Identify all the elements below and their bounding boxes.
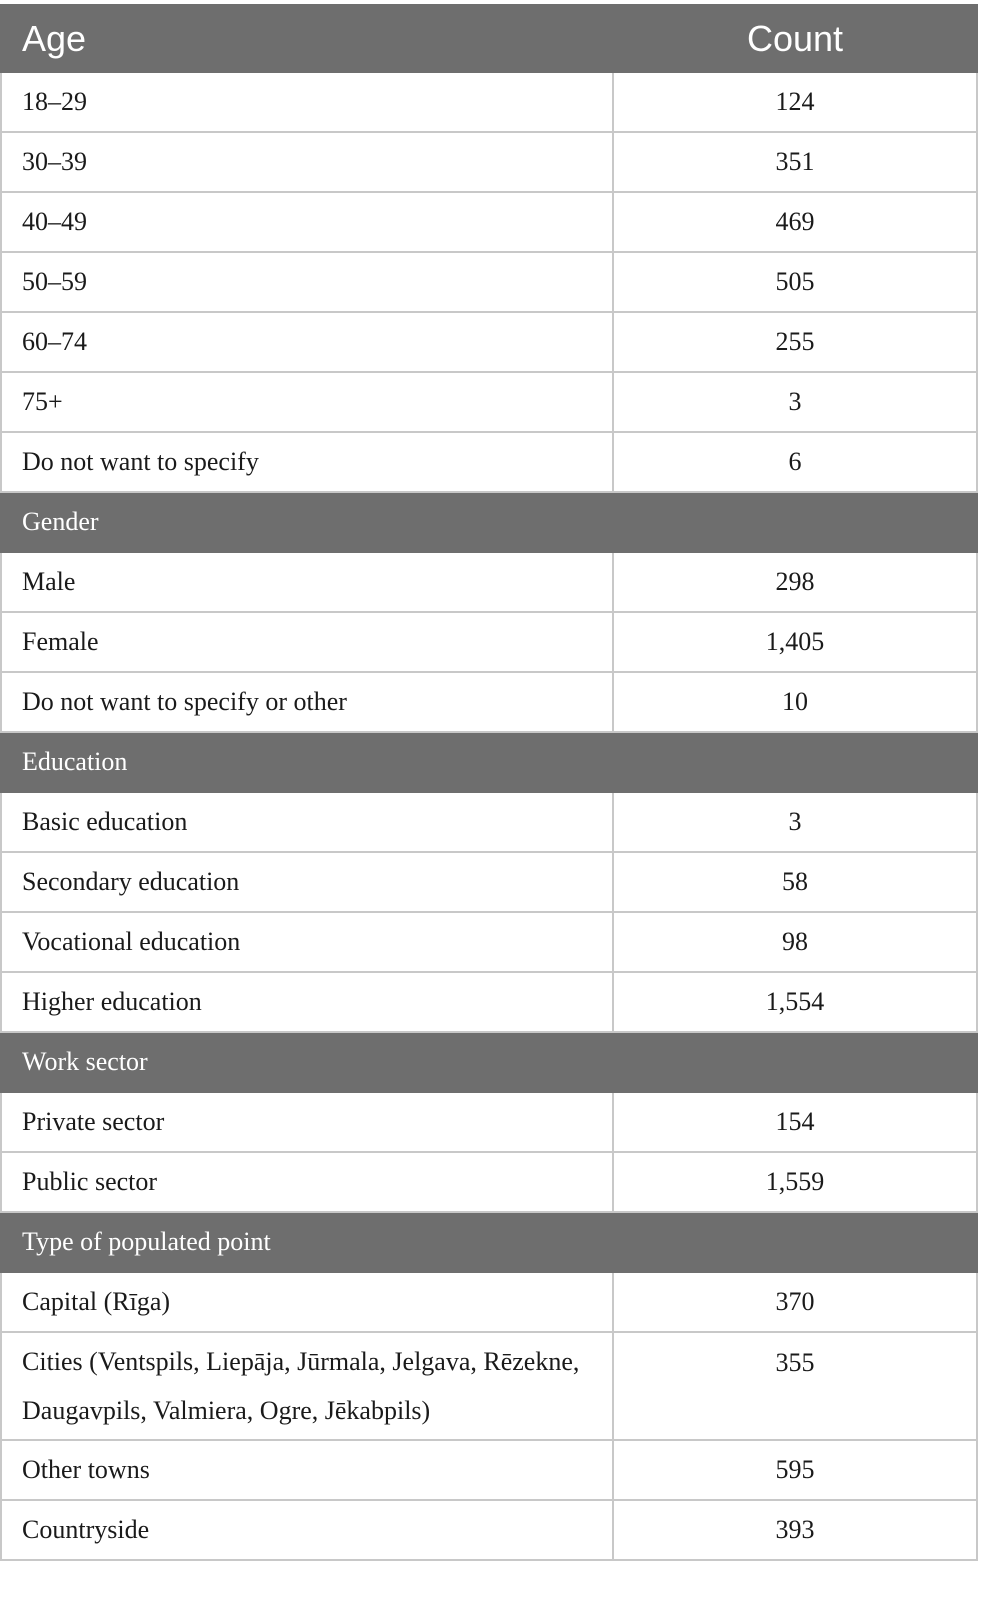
section-title: Work sector xyxy=(1,1032,977,1092)
table-row xyxy=(1,1332,977,1440)
row-label: Countryside xyxy=(1,1500,613,1560)
table-row xyxy=(1,432,977,492)
count-column-header: Count xyxy=(613,5,977,72)
row-count: 1,559 xyxy=(613,1152,977,1212)
section-header-work-sector xyxy=(1,1032,977,1092)
row-label: Do not want to specify xyxy=(1,432,613,492)
row-label: Male xyxy=(1,552,613,612)
table-row xyxy=(1,972,977,1032)
row-label: 50–59 xyxy=(1,252,613,312)
table-row xyxy=(1,552,977,612)
table-row xyxy=(1,72,977,132)
row-count: 505 xyxy=(613,252,977,312)
row-label: Private sector xyxy=(1,1092,613,1152)
row-label: Secondary education xyxy=(1,852,613,912)
row-label: 75+ xyxy=(1,372,613,432)
table-row xyxy=(1,252,977,312)
row-count: 124 xyxy=(613,72,977,132)
table-row xyxy=(1,372,977,432)
row-label: 30–39 xyxy=(1,132,613,192)
row-count: 298 xyxy=(613,552,977,612)
table-header-row xyxy=(1,5,977,72)
row-count: 1,405 xyxy=(613,612,977,672)
row-label: 60–74 xyxy=(1,312,613,372)
row-label: Basic education xyxy=(1,792,613,852)
row-count: 98 xyxy=(613,912,977,972)
table-row xyxy=(1,852,977,912)
section-header-education xyxy=(1,732,977,792)
section-title: Education xyxy=(1,732,977,792)
table-row xyxy=(1,672,977,732)
age-column-header: Age xyxy=(1,5,613,72)
row-count: 3 xyxy=(613,792,977,852)
row-count: 6 xyxy=(613,432,977,492)
section-title: Gender xyxy=(1,492,977,552)
section-header-gender xyxy=(1,492,977,552)
table-row xyxy=(1,792,977,852)
table-row xyxy=(1,612,977,672)
row-label: Cities (Ventspils, Liepāja, Jūrmala, Jelgava, Rēzekne, Daugavpils, Valmiera, Ogre, Jēkabpils) xyxy=(1,1332,613,1440)
row-count: 154 xyxy=(613,1092,977,1152)
row-label: Capital (Rīga) xyxy=(1,1272,613,1332)
row-label: Female xyxy=(1,612,613,672)
row-label: 40–49 xyxy=(1,192,613,252)
table-row xyxy=(1,1152,977,1212)
demographics-table xyxy=(0,4,978,1561)
table-row xyxy=(1,912,977,972)
row-count: 595 xyxy=(613,1440,977,1500)
table-row xyxy=(1,1440,977,1500)
table-row xyxy=(1,132,977,192)
row-label: Vocational education xyxy=(1,912,613,972)
row-count: 10 xyxy=(613,672,977,732)
row-count: 370 xyxy=(613,1272,977,1332)
row-count: 3 xyxy=(613,372,977,432)
row-label: Do not want to specify or other xyxy=(1,672,613,732)
table-row xyxy=(1,192,977,252)
row-label: Other towns xyxy=(1,1440,613,1500)
row-label: Public sector xyxy=(1,1152,613,1212)
row-count: 58 xyxy=(613,852,977,912)
row-label: Higher education xyxy=(1,972,613,1032)
row-count: 1,554 xyxy=(613,972,977,1032)
row-count: 393 xyxy=(613,1500,977,1560)
row-count: 469 xyxy=(613,192,977,252)
row-label: 18–29 xyxy=(1,72,613,132)
table-row xyxy=(1,1500,977,1560)
row-count: 351 xyxy=(613,132,977,192)
section-header-populated-point xyxy=(1,1212,977,1272)
table-row xyxy=(1,312,977,372)
table-row xyxy=(1,1272,977,1332)
row-count: 355 xyxy=(613,1332,977,1440)
table-row xyxy=(1,1092,977,1152)
row-count: 255 xyxy=(613,312,977,372)
section-title: Type of populated point xyxy=(1,1212,977,1272)
